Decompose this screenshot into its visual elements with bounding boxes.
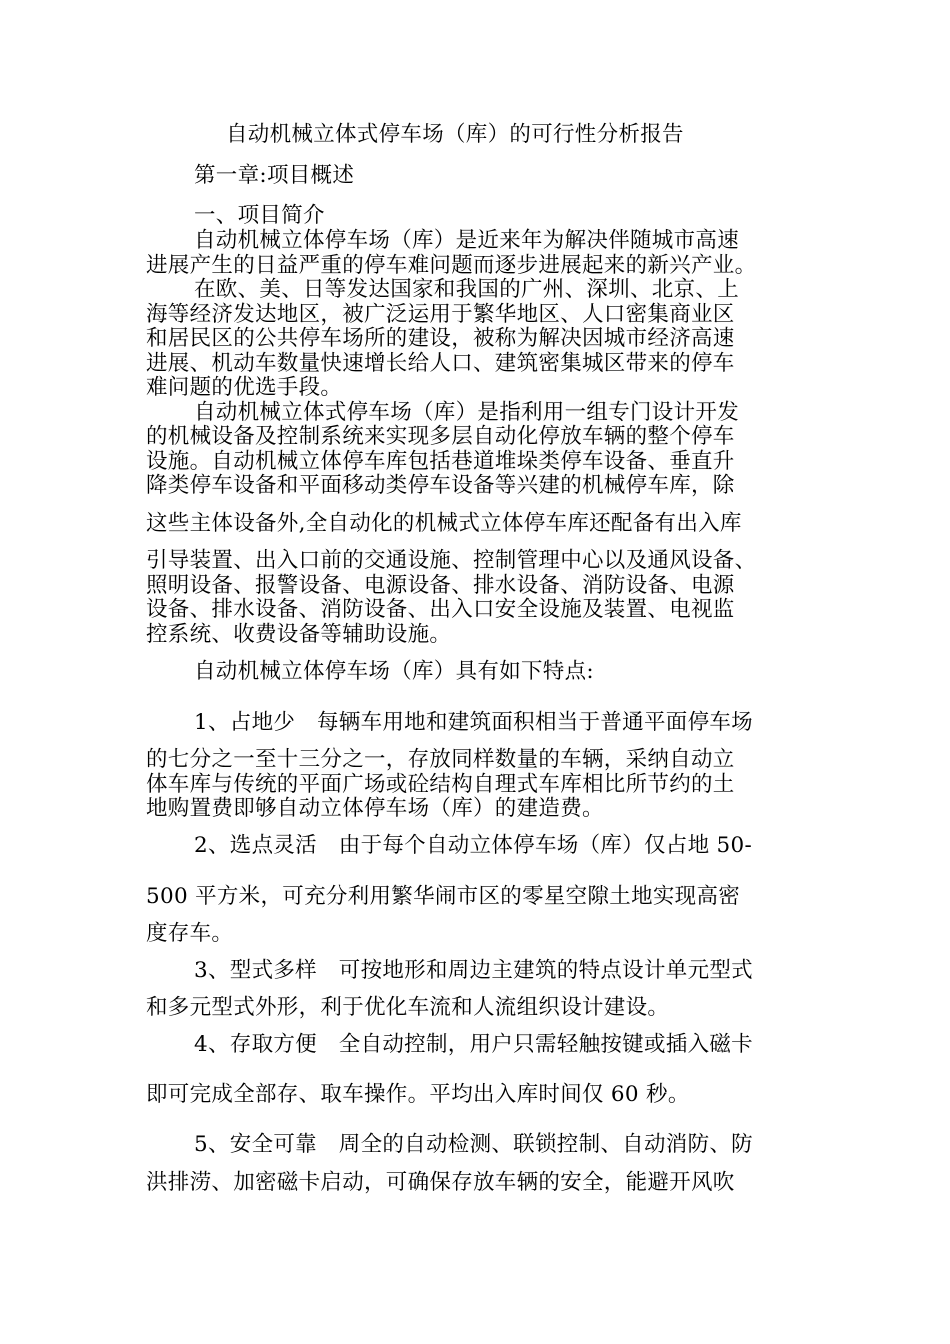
text-line: 4、存取方便 全自动控制，用户只需轻触按键或插入磁卡	[194, 1032, 753, 1057]
text-line: 引导装置、出入口前的交通设施、控制管理中心以及通风设备、	[146, 548, 757, 573]
text-line: 降类停车设备和平面移动类停车设备等兴建的机械停车库，除	[146, 473, 735, 498]
text-line: 2、选点灵活 由于每个自动立体停车场（库）仅占地 50-	[194, 833, 753, 858]
text-line: 自动机械立体停车场（库）是近来年为解决伴随城市高速	[194, 228, 740, 253]
text-line: 度存车。	[146, 921, 234, 946]
document-title: 自动机械立体式停车场（库）的可行性分析报告	[226, 122, 684, 147]
text-line: 进展、机动车数量快速增长给人口、建筑密集城区带来的停车	[146, 351, 735, 376]
text-line: 500 平方米，可充分利用繁华闹市区的零星空隙土地实现高密	[146, 884, 741, 909]
text-line: 3、型式多样 可按地形和周边主建筑的特点设计单元型式	[194, 958, 753, 983]
text-line: 设施。自动机械立体停车库包括巷道堆垛类停车设备、垂直升	[146, 449, 735, 474]
chapter-heading: 第一章:项目概述	[194, 163, 355, 188]
text-line: 体车库与传统的平面广场或砼结构自理式车库相比所节约的土	[146, 772, 735, 797]
text-line: 和多元型式外形，利于优化车流和人流组织设计建设。	[146, 995, 670, 1020]
text-line: 的七分之一至十三分之一，存放同样数量的车辆，采纳自动立	[146, 747, 735, 772]
text-line: 设备、排水设备、消防设备、出入口安全设施及装置、电视监	[146, 597, 735, 622]
text-line: 5、安全可靠 周全的自动检测、联锁控制、自动消防、防	[194, 1132, 753, 1157]
text-line: 照明设备、报警设备、电源设备、排水设备、消防设备、电源	[146, 573, 735, 598]
text-line: 地购置费即够自动立体停车场（库）的建造费。	[146, 796, 604, 821]
text-line: 洪排涝、加密磁卡启动，可确保存放车辆的安全，能避开风吹	[146, 1170, 735, 1195]
text-line: 自动机械立体式停车场（库）是指利用一组专门设计开发	[194, 400, 740, 425]
text-line: 即可完成全部存、取车操作。平均出入库时间仅 60 秒。	[146, 1082, 690, 1107]
text-line: 在欧、美、日等发达国家和我国的广州、深圳、北京、上	[194, 277, 740, 302]
text-line: 控系统、收费设备等辅助设施。	[146, 622, 452, 647]
section-heading: 一、项目简介	[194, 203, 325, 228]
text-line: 进展产生的日益严重的停车难问题而逐步进展起来的新兴产业。	[146, 253, 757, 278]
text-line: 这些主体设备外,全自动化的机械式立体停车库还配备有出入库	[146, 511, 742, 536]
text-line: 和居民区的公共停车场所的建设，被称为解决因城市经济高速	[146, 326, 735, 351]
text-line: 1、占地少 每辆车用地和建筑面积相当于普通平面停车场	[194, 710, 753, 735]
text-line: 海等经济发达地区，被广泛运用于繁华地区、人口密集商业区	[146, 302, 735, 327]
text-line: 的机械设备及控制系统来实现多层自动化停放车辆的整个停车	[146, 424, 735, 449]
text-line: 难问题的优选手段。	[146, 375, 343, 400]
text-line: 自动机械立体停车场（库）具有如下特点:	[194, 659, 594, 684]
